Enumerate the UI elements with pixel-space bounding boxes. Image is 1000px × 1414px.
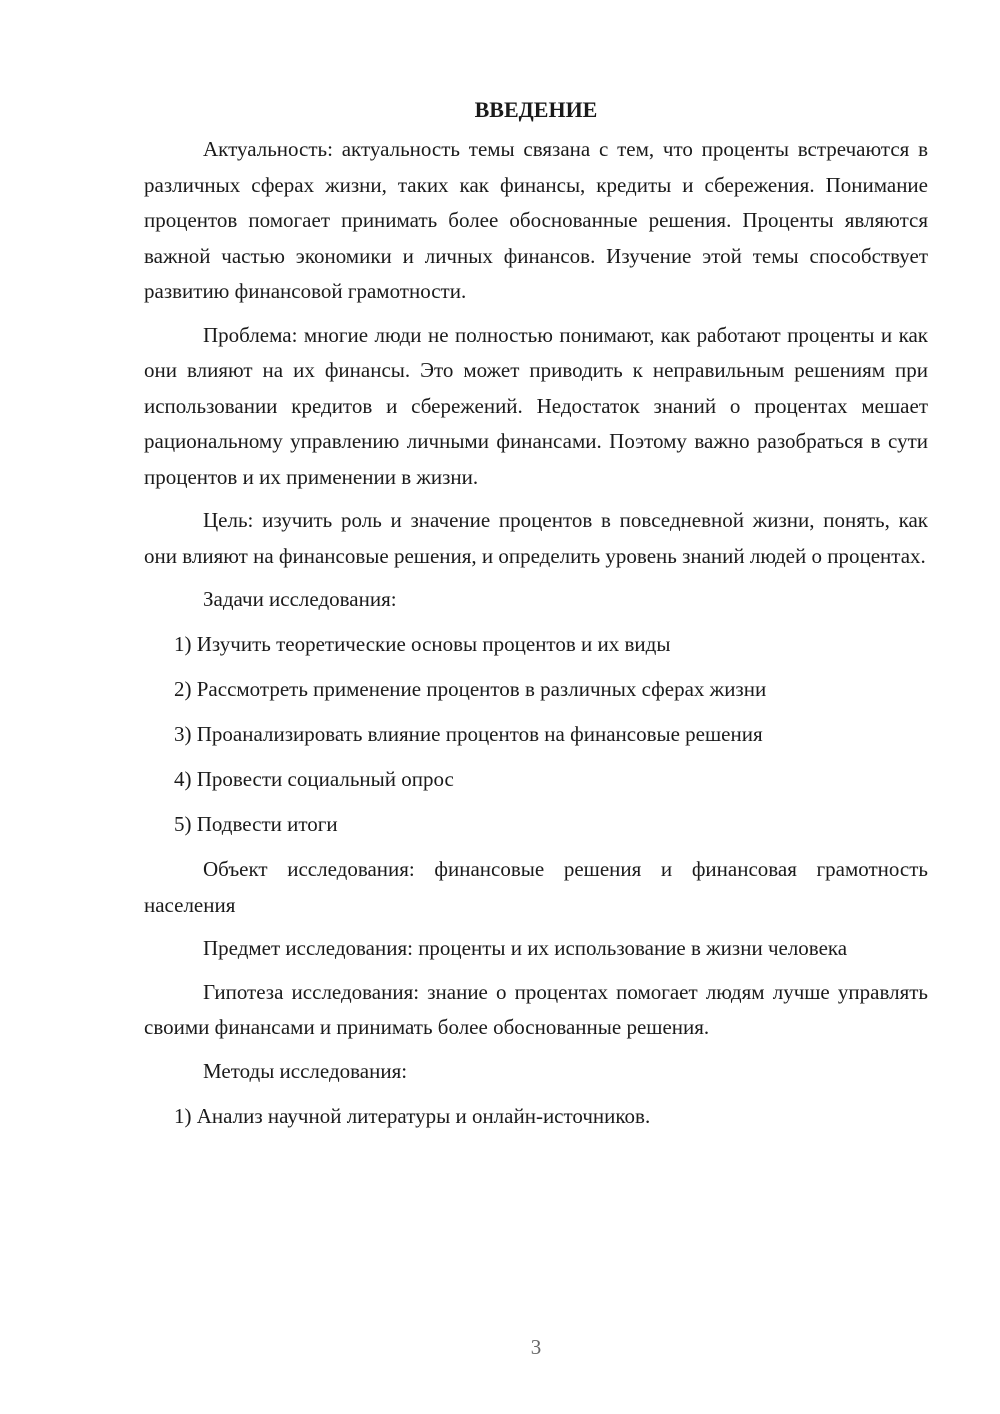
page-number: 3 <box>530 1335 542 1359</box>
relevance-paragraph: Актуальность: актуальность темы связана с тем, что проценты встречаются в различных сферах жизни, таких как финансы, кредиты и сбережения. Понимание процентов помогает принимать более обоснованные решения. Проценты являются важной частью экономики и личных финансов. Изучение этой темы способствует развитию финансовой грамотности. <box>144 137 928 303</box>
list-item: 2) Рассмотреть применение процентов в различных сферах жизни <box>174 677 767 701</box>
list-item: 1) Анализ научной литературы и онлайн-источников. <box>174 1103 651 1128</box>
problem-paragraph: Проблема: многие люди не полностью понимают, как работают проценты и как они влияют на их финансы. Это может приводить к неправильным решениям при использовании кредитов и сбережений. Недостаток знаний о процентах мешает рациональному управлению личными финансами. Поэтому важно разобраться в сути процентов и их применении в жизни. <box>144 322 928 489</box>
list-item: 4) Провести социальный опрос <box>174 767 454 791</box>
list-item: 5) Подвести итоги <box>174 812 338 836</box>
methods-list <box>144 1099 928 1135</box>
hypothesis-paragraph: Гипотеза исследования: знание о процентах помогает людям лучше управлять своими финансами и принимать более обоснованные решения. <box>144 979 928 1039</box>
document-page <box>144 92 928 1144</box>
tasks-list <box>144 627 928 843</box>
tasks-heading: Задачи исследования: <box>203 587 397 611</box>
page-title: ВВЕДЕНИЕ <box>474 97 598 122</box>
methods-heading: Методы исследования: <box>203 1058 408 1083</box>
goal-paragraph: Цель: изучить роль и значение процентов в повседневной жизни, понять, как они влияют на финансовые решения, и определить уровень знаний людей о процентах. <box>144 508 928 568</box>
list-item: 1) Изучить теоретические основы процентов и их виды <box>174 632 671 656</box>
object-paragraph: Объект исследования: финансовые решения и финансовая грамотность населения <box>144 857 928 917</box>
subject-paragraph: Предмет исследования: проценты и их использование в жизни человека <box>203 936 848 960</box>
list-item: 3) Проанализировать влияние процентов на финансовые решения <box>174 722 763 746</box>
